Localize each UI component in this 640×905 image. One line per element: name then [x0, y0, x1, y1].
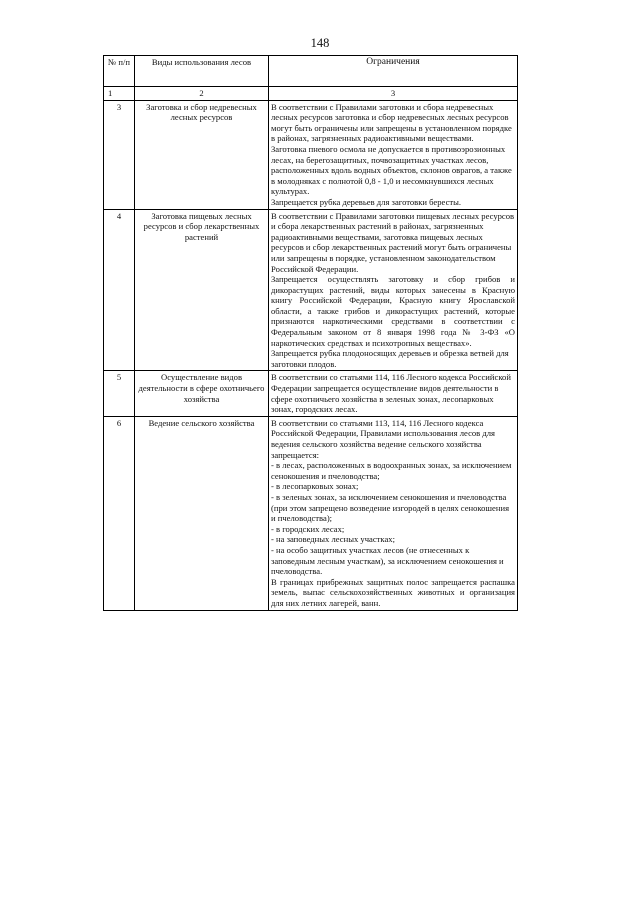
row-limits: [269, 371, 518, 416]
limit-paragraph: - в лесопарковых зонах;: [271, 481, 359, 492]
row-number: 4: [104, 209, 135, 371]
limit-paragraph: Заготовка пневого осмола не допускается в противоэрозионных лесах, на берегозащитных, почвозащитных участках лесов, расположенных вдоль водных объектов, склонов оврагов, а также в молодняках с полнотой 0,8 - 1,0 и несомкнувшихся лесных культурах.: [271, 143, 512, 197]
index-cell-3: 3: [269, 87, 518, 101]
table-row: [104, 371, 518, 416]
limit-paragraph: Запрещается осуществлять заготовку и сбор грибов и дикорастущих растений, виды которых занесены в Красную книгу Российской Федерации, Красную книгу Ярославской области, а также грибов и дикорастущих растений, которые признаются наркотическими средствами в соответствии с Федеральным законом от 8 января 1998 года № 3-ФЗ «О наркотических средствах и психотропных веществах».: [271, 274, 515, 348]
limit-paragraph: В соответствии со статьями 113, 114, 116 Лесного кодекса Российской Федерации, Правилами использования лесов для ведения сельского хозяйства ведение сельского хозяйства запрещается:: [271, 417, 495, 460]
table-row: [104, 416, 518, 610]
limit-paragraph: Запрещается рубка плодоносящих деревьев и обрезка ветвей для заготовки плодов.: [271, 348, 509, 369]
limit-paragraph: - на особо защитных участках лесов (не отнесенных к заповедным лесным участкам), за исключением сенокошения и пчеловодства.: [271, 544, 504, 577]
row-number: 5: [104, 371, 135, 416]
limit-paragraph: В соответствии со статьями 114, 116 Лесного кодекса Российской Федерации запрещается осуществление видов деятельности в сфере охотничьего хозяйства в зеленых зонах, лесопарковых зонах, городских лесах.: [271, 372, 511, 415]
header-limits: Ограничения: [269, 56, 518, 87]
row-limits: [269, 416, 518, 610]
limit-paragraph: - на заповедных лесных участках;: [271, 534, 395, 545]
table-row: [104, 209, 518, 371]
limit-paragraph: В соответствии с Правилами заготовки и сбора недревесных лесных ресурсов заготовка и сбор недревесных лесных ресурсов могут быть ограничены или запрещены в установленном порядке в районах, загрязненных радиоактивными веществами.: [271, 101, 512, 144]
row-kind: Ведение сельского хозяйства: [135, 416, 269, 610]
row-kind: Осуществление видов деятельности в сфере охотничьего хозяйства: [135, 371, 269, 416]
index-row: [104, 87, 518, 101]
row-kind: Заготовка пищевых лесных ресурсов и сбор лекарственных растений: [135, 209, 269, 371]
header-row: [104, 56, 518, 87]
index-cell-1: 1: [104, 87, 135, 101]
limit-paragraph: В границах прибрежных защитных полос запрещается распашка земель, выпас сельскохозяйственных животных и организация для них летних лагерей, ванн.: [271, 576, 515, 608]
limit-paragraph: В соответствии с Правилами заготовки пищевых лесных ресурсов и сбора лекарственных растений в районах, загрязненных радиоактивными веществами, заготовка пищевых лесных ресурсов и сбор лекарственных растений могут быть ограничены или запрещены в порядке, установленном законодательством Российской Федерации.: [271, 210, 515, 274]
limit-paragraph: - в лесах, расположенных в водоохранных зонах, за исключением сенокошения и пчеловодства;: [271, 460, 512, 481]
limit-paragraph: Запрещается рубка деревьев для заготовки бересты.: [271, 196, 462, 207]
page-number: 148: [310, 36, 330, 50]
limit-paragraph: - в городских лесах;: [271, 523, 345, 534]
row-number: 3: [104, 100, 135, 209]
index-cell-2: 2: [135, 87, 269, 101]
table-row: [104, 100, 518, 209]
row-kind: Заготовка и сбор недревесных лесных ресурсов: [135, 100, 269, 209]
limit-paragraph: - в зеленых зонах, за исключением сенокошения и пчеловодства (при этом запрещено возведение изгородей в целях сенокошения и пчеловодства);: [271, 491, 510, 524]
row-limits: [269, 209, 518, 371]
header-kind: Виды использования лесов: [135, 56, 269, 87]
header-num: № п/п: [104, 56, 135, 87]
restrictions-table: [103, 55, 518, 611]
row-limits: [269, 100, 518, 209]
row-number: 6: [104, 416, 135, 610]
